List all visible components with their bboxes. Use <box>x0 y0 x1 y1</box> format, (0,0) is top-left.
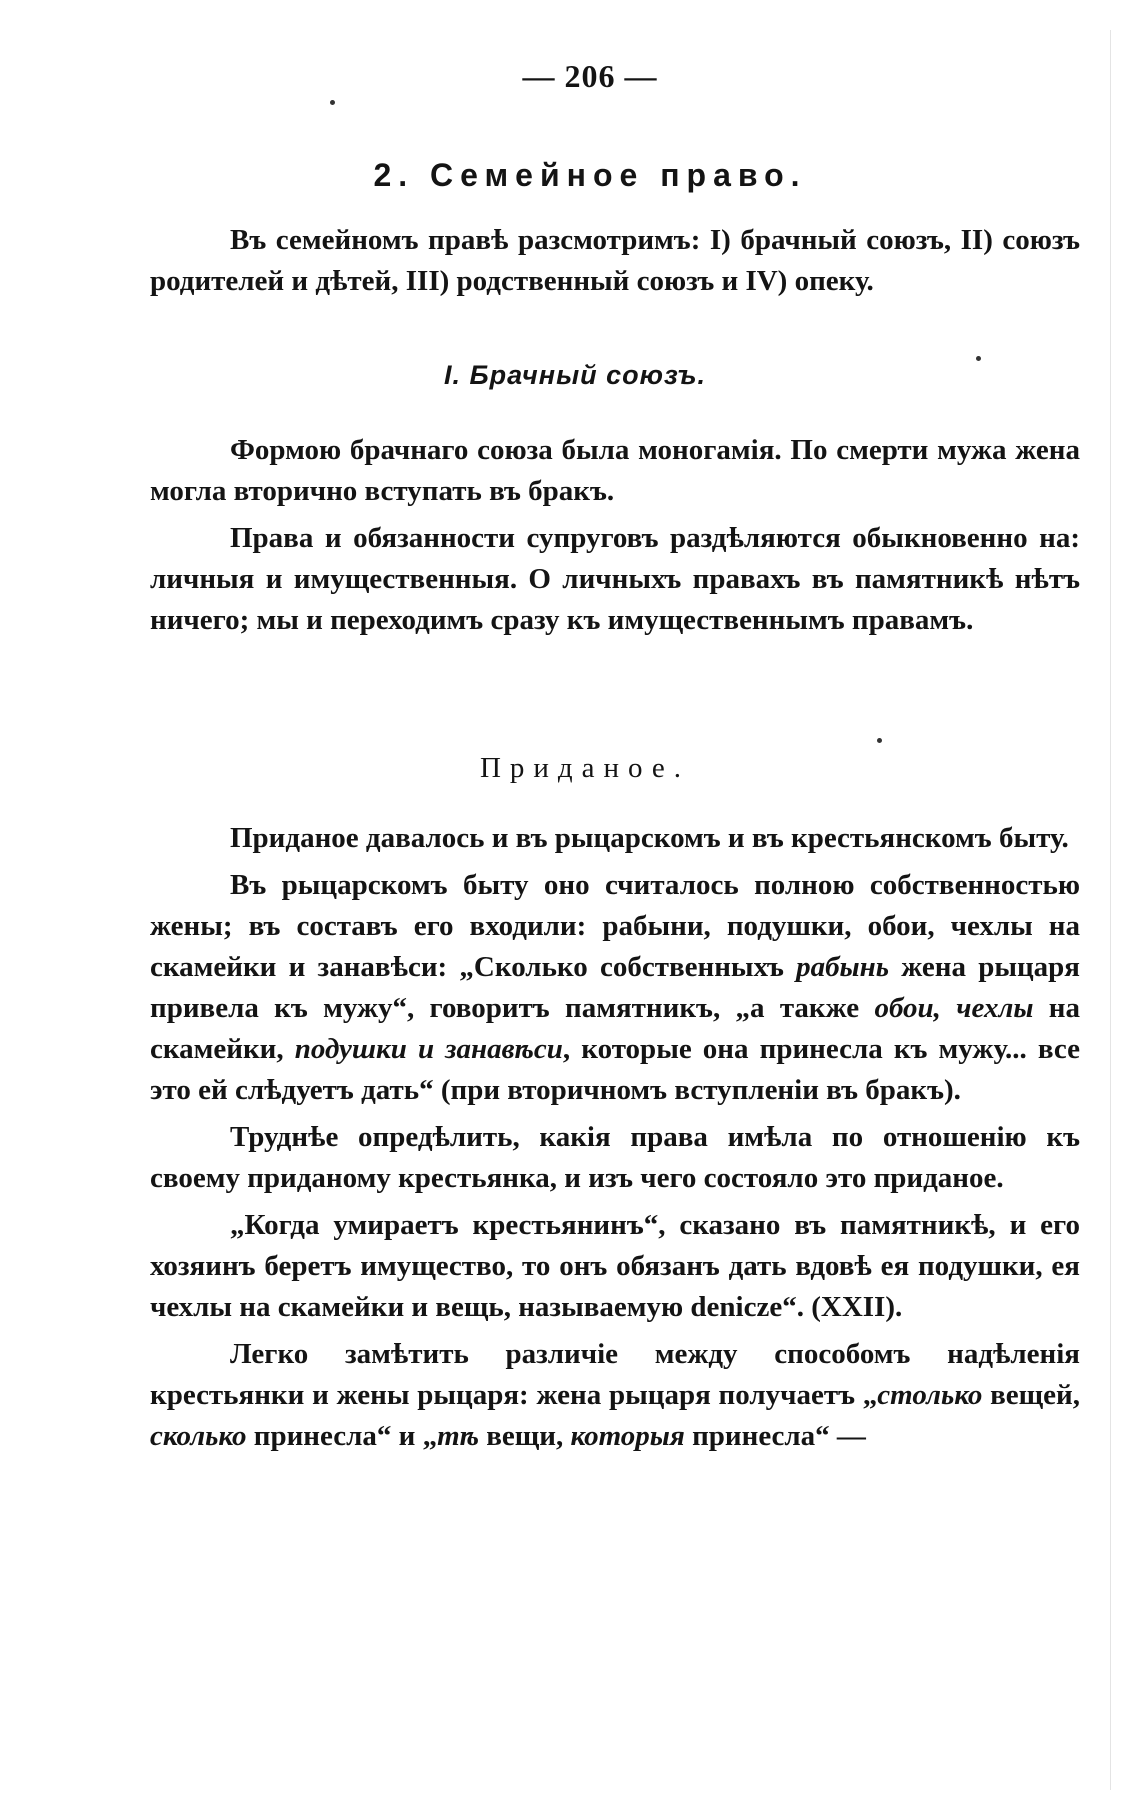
marriage-paragraph-2: Права и обязанности супруговъ раздѣляются обыкновенно на: личныя и имущественныя. О личныхъ правахъ въ памятникѣ нѣтъ ничего; мы и переходимъ сразу къ имущественнымъ правамъ. <box>150 522 1080 636</box>
dowry-paragraph-5 <box>150 1334 1080 1457</box>
dowry-title: Приданое. <box>479 752 691 784</box>
emphasis-text: подушки и занавѣси <box>294 1033 563 1065</box>
page-edge-line <box>1110 30 1111 1790</box>
dowry-paragraph-1: Приданое давалось и въ рыцарскомъ и въ крестьянскомъ быту. <box>230 822 1069 854</box>
emphasis-text: тѣ <box>437 1420 479 1452</box>
text-span: Легко замѣтить различіе между способомъ надѣленія крестьянки и жены рыцаря: жена рыцаря получаетъ „ <box>150 1338 1080 1411</box>
intro-paragraph: Въ семейномъ правѣ разсмотримъ: I) брачный союзъ, II) союзъ родителей и дѣтей, III) родственный союзъ и IV) опеку. <box>150 224 1080 297</box>
marriage-paragraph-1: Формою брачнаго союза была моногамія. По смерти мужа жена могла вторично вступать въ бракъ. <box>150 434 1080 507</box>
text-span: Въ рыцарскомъ быту оно считалось полною собственностью жены; въ составъ его входили: рабыни, подушки, обои, чехлы на скамейки и занавѣси: „Сколько собственныхъ <box>150 869 1080 983</box>
text-span: , которые она принесла къ мужу... все это ей слѣдуетъ дать“ (при вторичномъ вступленіи въ бракъ). <box>150 1033 1080 1106</box>
text-span: жена рыцаря привела къ мужу“, говоритъ памятникъ, „а также <box>150 951 1080 1024</box>
subsection-title: I. Брачный союзъ. <box>443 360 707 390</box>
intro-block <box>150 220 1080 302</box>
dowry-paragraph-2 <box>150 865 1080 1111</box>
text-span: вещей, <box>982 1379 1080 1411</box>
section-title: 2. Семейное право. <box>373 157 807 193</box>
emphasis-text: рабынь <box>796 951 890 983</box>
emphasis-text: столько <box>877 1379 983 1411</box>
emphasis-text: которыя <box>570 1420 685 1452</box>
text-span: на скамейки, <box>150 992 1080 1065</box>
ink-speck <box>877 738 882 743</box>
text-span: принесла“ — <box>684 1420 866 1452</box>
emphasis-text: обои, чехлы <box>874 992 1034 1024</box>
ink-speck <box>330 100 335 105</box>
page-number: — 206 — <box>522 58 658 94</box>
text-span: принесла“ и „ <box>246 1420 438 1452</box>
text-span: вещи, <box>478 1420 571 1452</box>
dowry-paragraph-4: „Когда умираетъ крестьянинъ“, сказано въ памятникѣ, и его хозяинъ беретъ имущество, то онъ обязанъ дать вдовѣ ея подушки, ея чехлы на скамейки и вещь, называемую denicze“. (XXII). <box>150 1209 1080 1323</box>
emphasis-text: сколько <box>150 1420 247 1452</box>
dowry-paragraph-3: Труднѣе опредѣлить, какія права имѣла по отношенію къ своему приданому крестьянка, и изъ чего состояло это приданое. <box>150 1121 1080 1194</box>
marriage-block <box>150 430 1080 641</box>
dowry-block <box>150 818 1080 1457</box>
